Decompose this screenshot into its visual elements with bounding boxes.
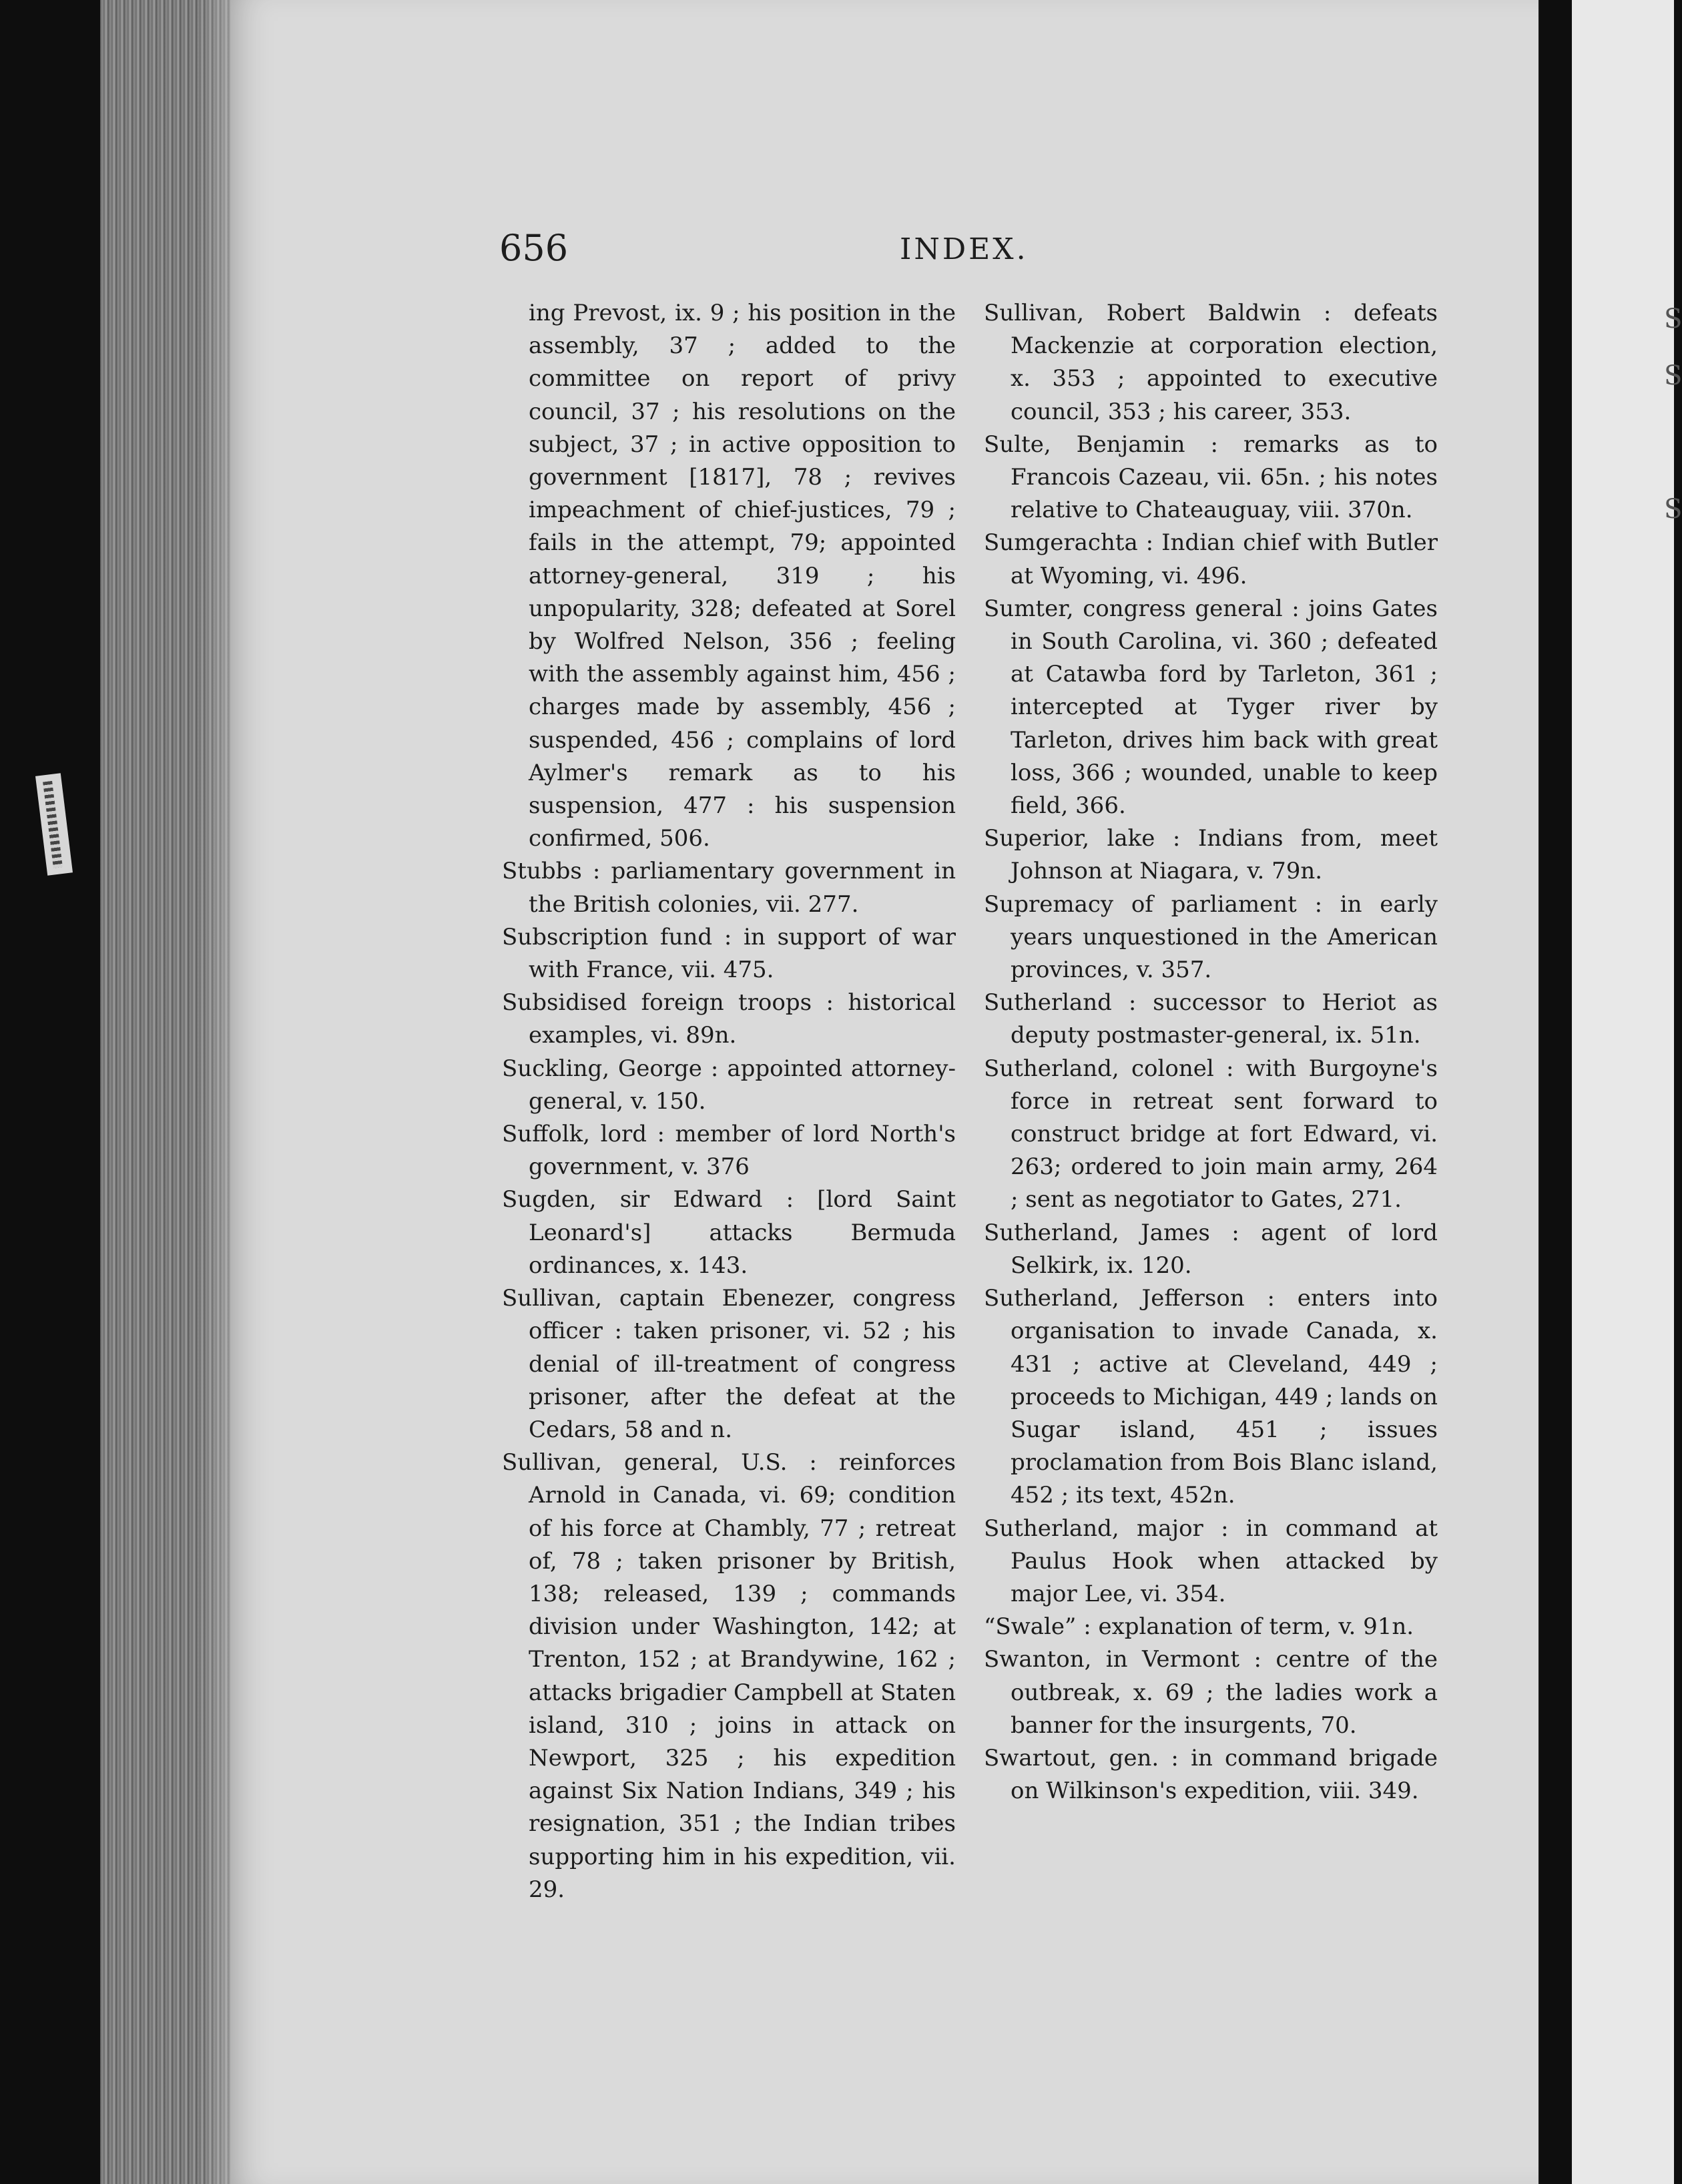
index-entry: Sullivan, general, U.S. : reinforces Arnold in Canada, vi. 69; condition of his force at Chambly, 77 ; retreat of, 78 ; taken prisoner by British, 138; released, 139 ; commands division under Washington, 142; at Trenton, 152 ; at Brandywine, 162 ; attacks brigadier Campbell at Staten island, 310 ; joins in attack on Newport, 325 ; his expedition against Six Nation Indians, 349 ; his resignation, 351 ; the Indian tribes supporting him in his expedition, vii. 29.: [502, 1449, 956, 1903]
facing-page-edge: [1572, 0, 1682, 2184]
index-entry: Sumgerachta : Indian chief with Butler at Wyoming, vi. 496.: [984, 529, 1438, 589]
index-entry: Sullivan, Robert Baldwin : defeats Mackenzie at corporation election, x. 353 ; appointed to executive council, 353 ; his career, 353.: [984, 300, 1438, 425]
index-entry: Sugden, sir Edward : [lord Saint Leonard's] attacks Bermuda ordinances, x. 143.: [502, 1186, 956, 1279]
index-column-right: [984, 297, 1438, 1808]
facing-page-letter: S: [1664, 360, 1682, 391]
index-entry: Swanton, in Vermont : centre of the outbreak, x. 69 ; the ladies work a banner for the insurgents, 70.: [984, 1646, 1438, 1739]
index-entry: Sutherland, Jefferson : enters into organisation to invade Canada, x. 431 ; active at Cleveland, 449 ; proceeds to Michigan, 449 ; lands on Sugar island, 451 ; issues proclamation from Bois Blanc island, 452 ; its text, 452n.: [984, 1285, 1438, 1509]
index-entry: Sutherland, major : in command at Paulus Hook when attacked by major Lee, vi. 354.: [984, 1515, 1438, 1607]
running-head: INDEX.: [900, 232, 1029, 266]
page-header: [499, 227, 1434, 280]
index-entry: Supremacy of parliament : in early years unquestioned in the American provinces, v. 357.: [984, 890, 1438, 984]
index-entry: Subscription fund : in support of war with France, vii. 475.: [502, 923, 956, 984]
index-entry: Sutherland : successor to Heriot as deputy postmaster-general, ix. 51n.: [984, 989, 1438, 1049]
index-entry: Suffolk, lord : member of lord North's government, v. 376: [502, 1121, 956, 1181]
facing-page-letter: S: [1664, 304, 1682, 334]
index-column-left: [502, 297, 956, 1906]
index-entry: Subsidised foreign troops : historical examples, vi. 89n.: [502, 989, 956, 1049]
index-entry: Stubbs : parliamentary government in the British colonies, vii. 277.: [502, 858, 956, 918]
facing-page-letter: S: [1664, 494, 1682, 525]
index-entry: Sutherland, James : agent of lord Selkirk, ix. 120.: [984, 1219, 1438, 1279]
gutter-line: [1538, 0, 1540, 2184]
index-entry: Sumter, congress general : joins Gates in South Carolina, vi. 360 ; defeated at Catawba ford by Tarleton, 361 ; intercepted at Tyger river by Tarleton, drives him back with great loss, 366 ; wounded, unable to keep field, 366.: [984, 595, 1438, 820]
index-entry: Swartout, gen. : in command brigade on Wilkinson's expedition, viii. 349.: [984, 1744, 1438, 1805]
bookmark-tag: [35, 773, 73, 876]
index-entry: Sulte, Benjamin : remarks as to Francois Cazeau, vii. 65n. ; his notes relative to Chateauguay, viii. 370n.: [984, 431, 1438, 524]
index-entry: Suckling, George : appointed attorney-general, v. 150.: [502, 1055, 956, 1115]
index-entry: ing Prevost, ix. 9 ; his position in the assembly, 37 ; added to the committee on report of privy council, 37 ; his resolutions on the subject, 37 ; in active opposition to government [1817], 78 ; revives impeachment of chief-justices, 79 ; fails in the attempt, 79; appointed attorney-general, 319 ; his unpopularity, 328; defeated at Sorel by Wolfred Nelson, 356 ; feeling with the assembly against him, 456 ; charges made by assembly, 456 ; suspended, 456 ; complains of lord Aylmer's remark as to his suspension, 477 : his suspension confirmed, 506.: [529, 300, 956, 852]
index-entry: Sullivan, captain Ebenezer, congress officer : taken prisoner, vi. 52 ; his denial of ill-treatment of congress prisoner, after the defeat at the Cedars, 58 and n.: [502, 1285, 956, 1443]
index-entry: “Swale” : explanation of term, v. 91n.: [984, 1613, 1414, 1641]
page-number: 656: [499, 227, 569, 269]
index-entry: Sutherland, colonel : with Burgoyne's force in retreat sent forward to construct bridge at fort Edward, vi. 263; ordered to join main army, 264 ; sent as negotiator to Gates, 271.: [984, 1055, 1438, 1213]
index-entry: Superior, lake : Indians from, meet Johnson at Niagara, v. 79n.: [984, 825, 1438, 885]
